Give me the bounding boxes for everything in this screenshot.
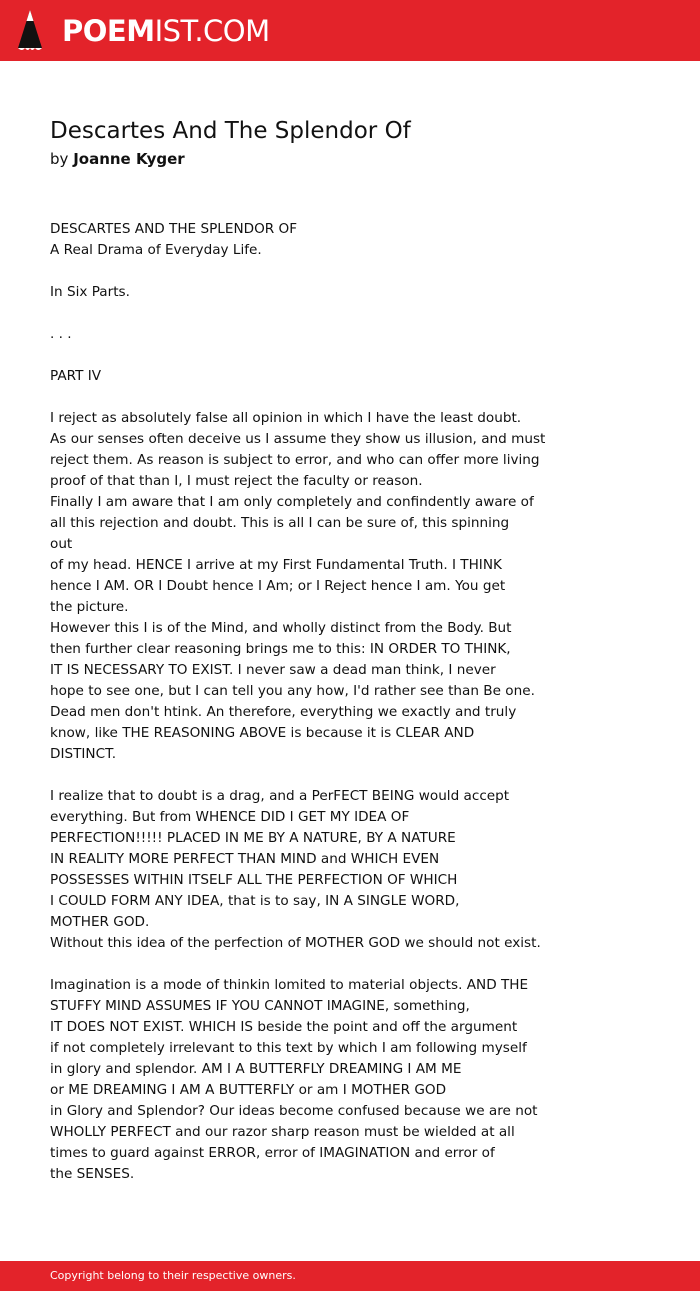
poem-line: IN REALITY MORE PERFECT THAN MIND and WHICH EVEN bbox=[50, 851, 440, 867]
poem-line: As our senses often deceive us I assume they show us illusion, and must bbox=[50, 431, 546, 447]
poem-line: of my head. HENCE I arrive at my First Fundamental Truth. I THINK bbox=[50, 557, 502, 573]
poem-line: everything. But from WHENCE DID I GET MY IDEA OF bbox=[50, 809, 410, 825]
poem-line: I realize that to doubt is a drag, and a PerFECT BEING would accept bbox=[50, 788, 510, 804]
poem-line: STUFFY MIND ASSUMES IF YOU CANNOT IMAGINE, something, bbox=[50, 998, 470, 1014]
poem-line: Finally I am aware that I am only completely and confindently aware of bbox=[50, 494, 534, 510]
poem-line: MOTHER GOD. bbox=[50, 914, 150, 930]
site-footer bbox=[0, 1261, 700, 1291]
poem-line: hope to see one, but I can tell you any how, I'd rather see than Be one. bbox=[50, 683, 535, 699]
poem-line: know, like THE REASONING ABOVE is because it is CLEAR AND bbox=[50, 725, 475, 741]
logo-light-text: IST.COM bbox=[154, 14, 270, 48]
poem-blank-line bbox=[50, 765, 670, 786]
poem-blank-line bbox=[50, 261, 670, 282]
poem-line: in glory and splendor. AM I A BUTTERFLY DREAMING I AM ME bbox=[50, 1061, 462, 1077]
poem-line: PERFECTION!!!!! PLACED IN ME BY A NATURE, BY A NATURE bbox=[50, 830, 456, 846]
poem-line: Imagination is a mode of thinkin lomited to material objects. AND THE bbox=[50, 977, 529, 993]
poem-line: In Six Parts. bbox=[50, 284, 130, 300]
poem-line: However this I is of the Mind, and wholly distinct from the Body. But bbox=[50, 620, 512, 636]
pencil-icon bbox=[16, 9, 44, 53]
poem-line: the SENSES. bbox=[50, 1166, 135, 1182]
poem-line: hence I AM. OR I Doubt hence I Am; or I Reject hence I am. You get bbox=[50, 578, 506, 594]
poem-blank-line bbox=[50, 345, 670, 366]
poem-blank-line bbox=[50, 954, 670, 975]
poem-line: Dead men don't htink. An therefore, everything we exactly and truly bbox=[50, 704, 517, 720]
poem-blank-line bbox=[50, 303, 670, 324]
poem-line: IT IS NECESSARY TO EXIST. I never saw a dead man think, I never bbox=[50, 662, 496, 678]
site-header bbox=[0, 0, 700, 61]
poem-line: . . . bbox=[50, 326, 72, 342]
poem-line: if not completely irrelevant to this text by which I am following myself bbox=[50, 1040, 527, 1056]
poem-line: WHOLLY PERFECT and our razor sharp reason must be wielded at all bbox=[50, 1124, 515, 1140]
poem-line: out bbox=[50, 536, 73, 552]
poem-line: IT DOES NOT EXIST. WHICH IS beside the point and off the argument bbox=[50, 1019, 518, 1035]
author-name: Joanne Kyger bbox=[73, 150, 185, 168]
poem-line: or ME DREAMING I AM A BUTTERFLY or am I MOTHER GOD bbox=[50, 1082, 447, 1098]
poem-line: times to guard against ERROR, error of IMAGINATION and error of bbox=[50, 1145, 495, 1161]
poem-line: PART IV bbox=[50, 368, 102, 384]
poem-line: the picture. bbox=[50, 599, 129, 615]
poem-line: then further clear reasoning brings me to this: IN ORDER TO THINK, bbox=[50, 641, 511, 657]
poem-line: reject them. As reason is subject to error, and who can offer more living bbox=[50, 452, 540, 468]
poem-line: POSSESSES WITHIN ITSELF ALL THE PERFECTION OF WHICH bbox=[50, 872, 458, 888]
poem-line: DISTINCT. bbox=[50, 746, 117, 762]
poem-blank-line bbox=[50, 387, 670, 408]
logo-bold-text: POEM bbox=[62, 14, 155, 48]
poem-line: in Glory and Splendor? Our ideas become confused because we are not bbox=[50, 1103, 538, 1119]
copyright-text: Copyright belong to their respective owners. bbox=[50, 1269, 296, 1282]
poem-line: proof of that than I, I must reject the faculty or reason. bbox=[50, 473, 423, 489]
poem-line: all this rejection and doubt. This is all I can be sure of, this spinning bbox=[50, 515, 510, 531]
poem-line: Without this idea of the perfection of MOTHER GOD we should not exist. bbox=[50, 935, 541, 951]
poem-line: DESCARTES AND THE SPLENDOR OF bbox=[50, 221, 298, 237]
poem-title: Descartes And The Splendor Of bbox=[50, 118, 411, 144]
site-logo[interactable] bbox=[62, 9, 270, 53]
poem-line: I COULD FORM ANY IDEA, that is to say, IN A SINGLE WORD, bbox=[50, 893, 460, 909]
poem-line: I reject as absolutely false all opinion in which I have the least doubt. bbox=[50, 410, 522, 426]
byline bbox=[50, 149, 185, 169]
poem-body bbox=[50, 219, 670, 1185]
poem-line: A Real Drama of Everyday Life. bbox=[50, 242, 262, 258]
by-label: by bbox=[50, 150, 69, 168]
